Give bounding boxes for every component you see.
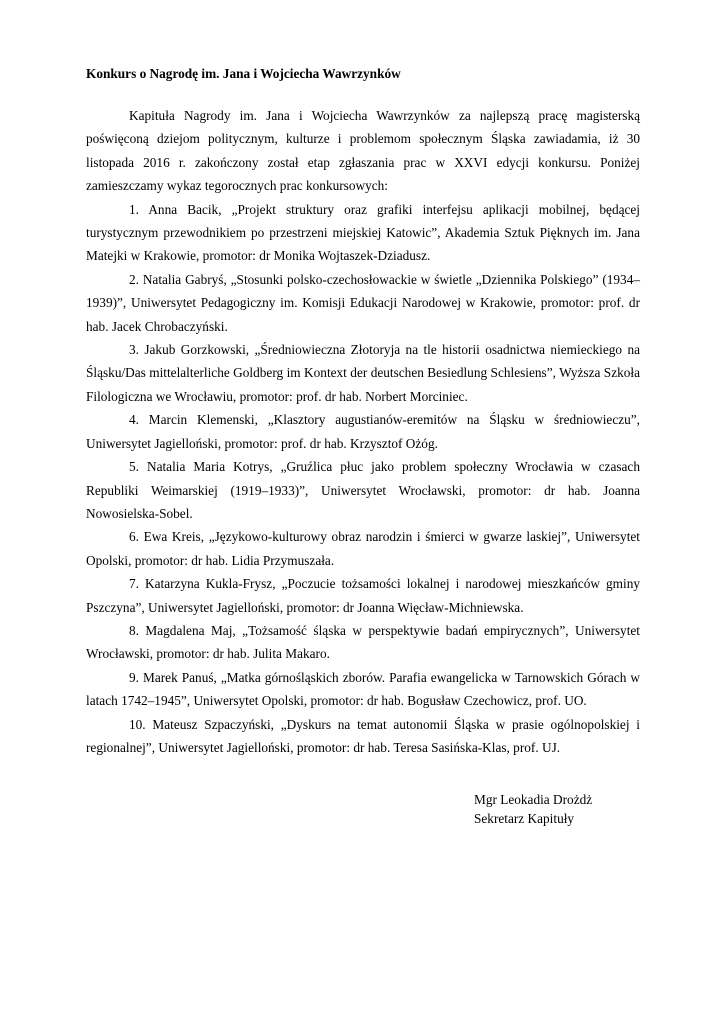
entry-9: 9. Marek Panuś, „Matka górnośląskich zborów. Parafia ewangelicka w Tarnowskich Górach w latach 1742–1945”, Uniwersytet Opolski, promotor: dr hab. Bogusław Czechowicz, prof. UO. [86, 669, 640, 709]
document-body [86, 62, 640, 759]
entry-8: 8. Magdalena Maj, „Tożsamość śląska w perspektywie badań empirycznych”, Uniwersytet Wrocławski, promotor: dr hab. Julita Makaro. [86, 622, 640, 662]
document-title: Konkurs o Nagrodę im. Jana i Wojciecha Wawrzynków [86, 66, 401, 81]
signature-role: Sekretarz Kapituły [474, 811, 575, 826]
entry-3: 3. Jakub Gorzkowski, „Średniowieczna Złotoryja na tle historii osadnictwa niemieckiego na Śląsku/Das mittelalterliche Goldberg im Kontext der deutschen Besiedlung Schlesiens”, Wyższa Szkoła Filologiczna we Wrocławiu, promotor: prof. dr hab. Norbert Morciniec. [86, 342, 640, 404]
entry-6: 6. Ewa Kreis, „Językowo-kulturowy obraz narodzin i śmierci w gwarze laskiej”, Uniwersytet Opolski, promotor: dr hab. Lidia Przymuszała. [86, 529, 640, 568]
entry-10: 10. Mateusz Szpaczyński, „Dyskurs na temat autonomii Śląska w prasie ogólnopolskiej i regionalnej”, Uniwersytet Jagielloński, promotor: dr hab. Teresa Sasińska-Klas, prof. UJ. [86, 716, 640, 755]
entry-1: 1. Anna Bacik, „Projekt struktury oraz grafiki interfejsu aplikacji mobilnej, będącej turystycznym przewodnikiem po przestrzeni miejskiej Katowic”, Akademia Sztuk Pięknych im. Jana Matejki w Krakowie, promotor: dr Monika Wojtaszek-Dziadusz. [86, 201, 640, 264]
intro-paragraph: Kapituła Nagrody im. Jana i Wojciecha Wawrzynków za najlepszą pracę magisterską poświęconą dziejom politycznym, kulturze i problemom społecznym Śląska zawiadamia, iż 30 listopada 2016 r. zakończony został etap zgłaszania prac w XXVI edycji konkursu. Poniżej zamieszczamy wykaz tegorocznych prac konkursowych: [86, 108, 640, 194]
signature-name: Mgr Leokadia Drożdż [474, 792, 593, 807]
entry-2: 2. Natalia Gabryś, „Stosunki polsko-czechosłowackie w świetle „Dziennika Polskiego” (1934–1939)”, Uniwersytet Pedagogiczny im. Komisji Edukacji Narodowej w Krakowie, promotor: prof. dr hab. Jacek Chrobaczyński. [86, 271, 640, 334]
entry-7: 7. Katarzyna Kukla-Frysz, „Poczucie tożsamości lokalnej i narodowej mieszkańców gminy Pszczyna”, Uniwersytet Jagielloński, promotor: dr Joanna Więcław-Michniewska. [86, 576, 640, 615]
entry-4: 4. Marcin Klemenski, „Klasztory augustianów-eremitów na Śląsku w średniowieczu”, Uniwersytet Jagielloński, promotor: prof. dr hab. Krzysztof Ożóg. [86, 412, 640, 451]
entry-5: 5. Natalia Maria Kotrys, „Gruźlica płuc jako problem społeczny Wrocławia w czasach Republiki Weimarskiej (1919–1933)”, Uniwersytet Wrocławski, promotor: dr hab. Joanna Nowosielska-Sobel. [86, 459, 640, 521]
signature-block [474, 790, 592, 828]
